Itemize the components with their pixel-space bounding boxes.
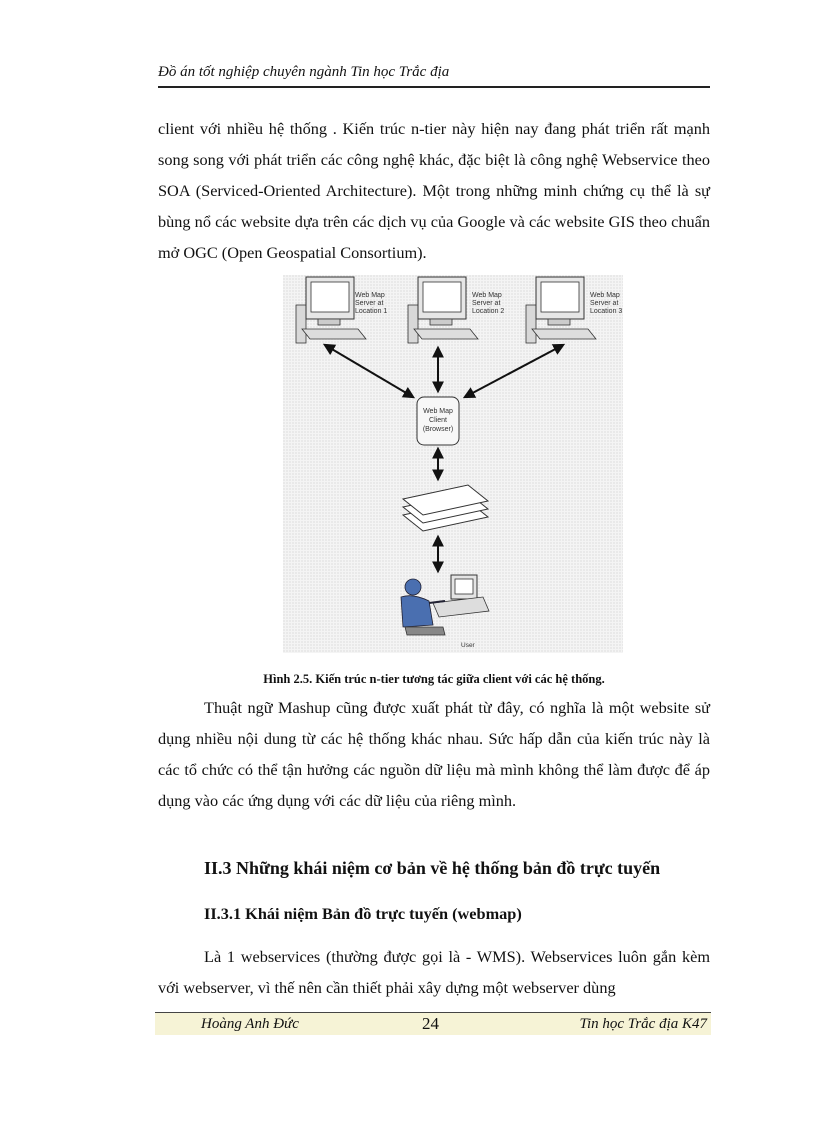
server-3-label-line2: Server at [590, 300, 619, 307]
figure-ntier-architecture [283, 275, 623, 653]
server-3-label-line3: Location 3 [590, 308, 623, 315]
paragraph-webmap: Là 1 webservices (thường được gọi là - WMS). Webservices luôn gắn kèm với webserver, vì thế nên cần thiết phải xây dựng một webserver dùng [158, 947, 710, 997]
server-2-label-line2: Server at [472, 300, 501, 307]
section-heading: II.3 Những khái niệm cơ bản về hệ thống bản đồ trực tuyến [204, 858, 661, 878]
server-1-label-line2: Server at [355, 300, 384, 307]
page-footer [155, 1012, 711, 1035]
header-rule [158, 86, 710, 88]
footer-author: Hoàng Anh Đức [201, 1016, 299, 1032]
figure-caption: Hình 2.5. Kiến trúc n-tier tương tác giữa client với các hệ thống. [263, 672, 605, 686]
user-label: User [461, 642, 475, 649]
running-header: Đồ án tốt nghiệp chuyên ngành Tin học Trắc địa [158, 64, 450, 80]
server-1-label-line1: Web Map [355, 292, 385, 299]
subsection-heading: II.3.1 Khái niệm Bản đồ trực tuyến (webmap) [204, 904, 522, 923]
client-label-line3: (Browser) [422, 426, 454, 433]
client-label-line1: Web Map [423, 408, 453, 415]
footer-course: Tin học Trắc địa K47 [579, 1016, 707, 1032]
paragraph-intro: client với nhiều hệ thống . Kiến trúc n-tier này hiện nay đang phát triển rất mạnh song song với phát triển các công nghệ khác, đặc biệt là công nghệ Webservice theo SOA (Serviced-Oriented Architecture). Một trong những minh chứng cụ thể là sự bùng nổ các website dựa trên các dịch vụ của Google và các website GIS theo chuẩn mở OGC (Open Geospatial Consortium). [158, 119, 710, 262]
server-3-label-line1: Web Map [590, 292, 620, 299]
server-2-label-line1: Web Map [472, 292, 502, 299]
paragraph-mashup: Thuật ngữ Mashup cũng được xuất phát từ đây, có nghĩa là một website sử dụng nhiều nội dung từ các hệ thống khác nhau. Sức hấp dẫn của kiến trúc này là các tổ chức có thể tận hưởng các nguồn dữ liệu mà mình không thể làm được để áp dụng vào các ứng dụng với các dữ liệu của riêng mình. [158, 698, 710, 810]
server-2-label-line3: Location 2 [472, 308, 505, 315]
ntier-diagram [283, 275, 623, 653]
server-1-label-line3: Location 1 [355, 308, 388, 315]
client-label-line2: Client [429, 417, 447, 424]
page-number: 24 [422, 1014, 439, 1033]
